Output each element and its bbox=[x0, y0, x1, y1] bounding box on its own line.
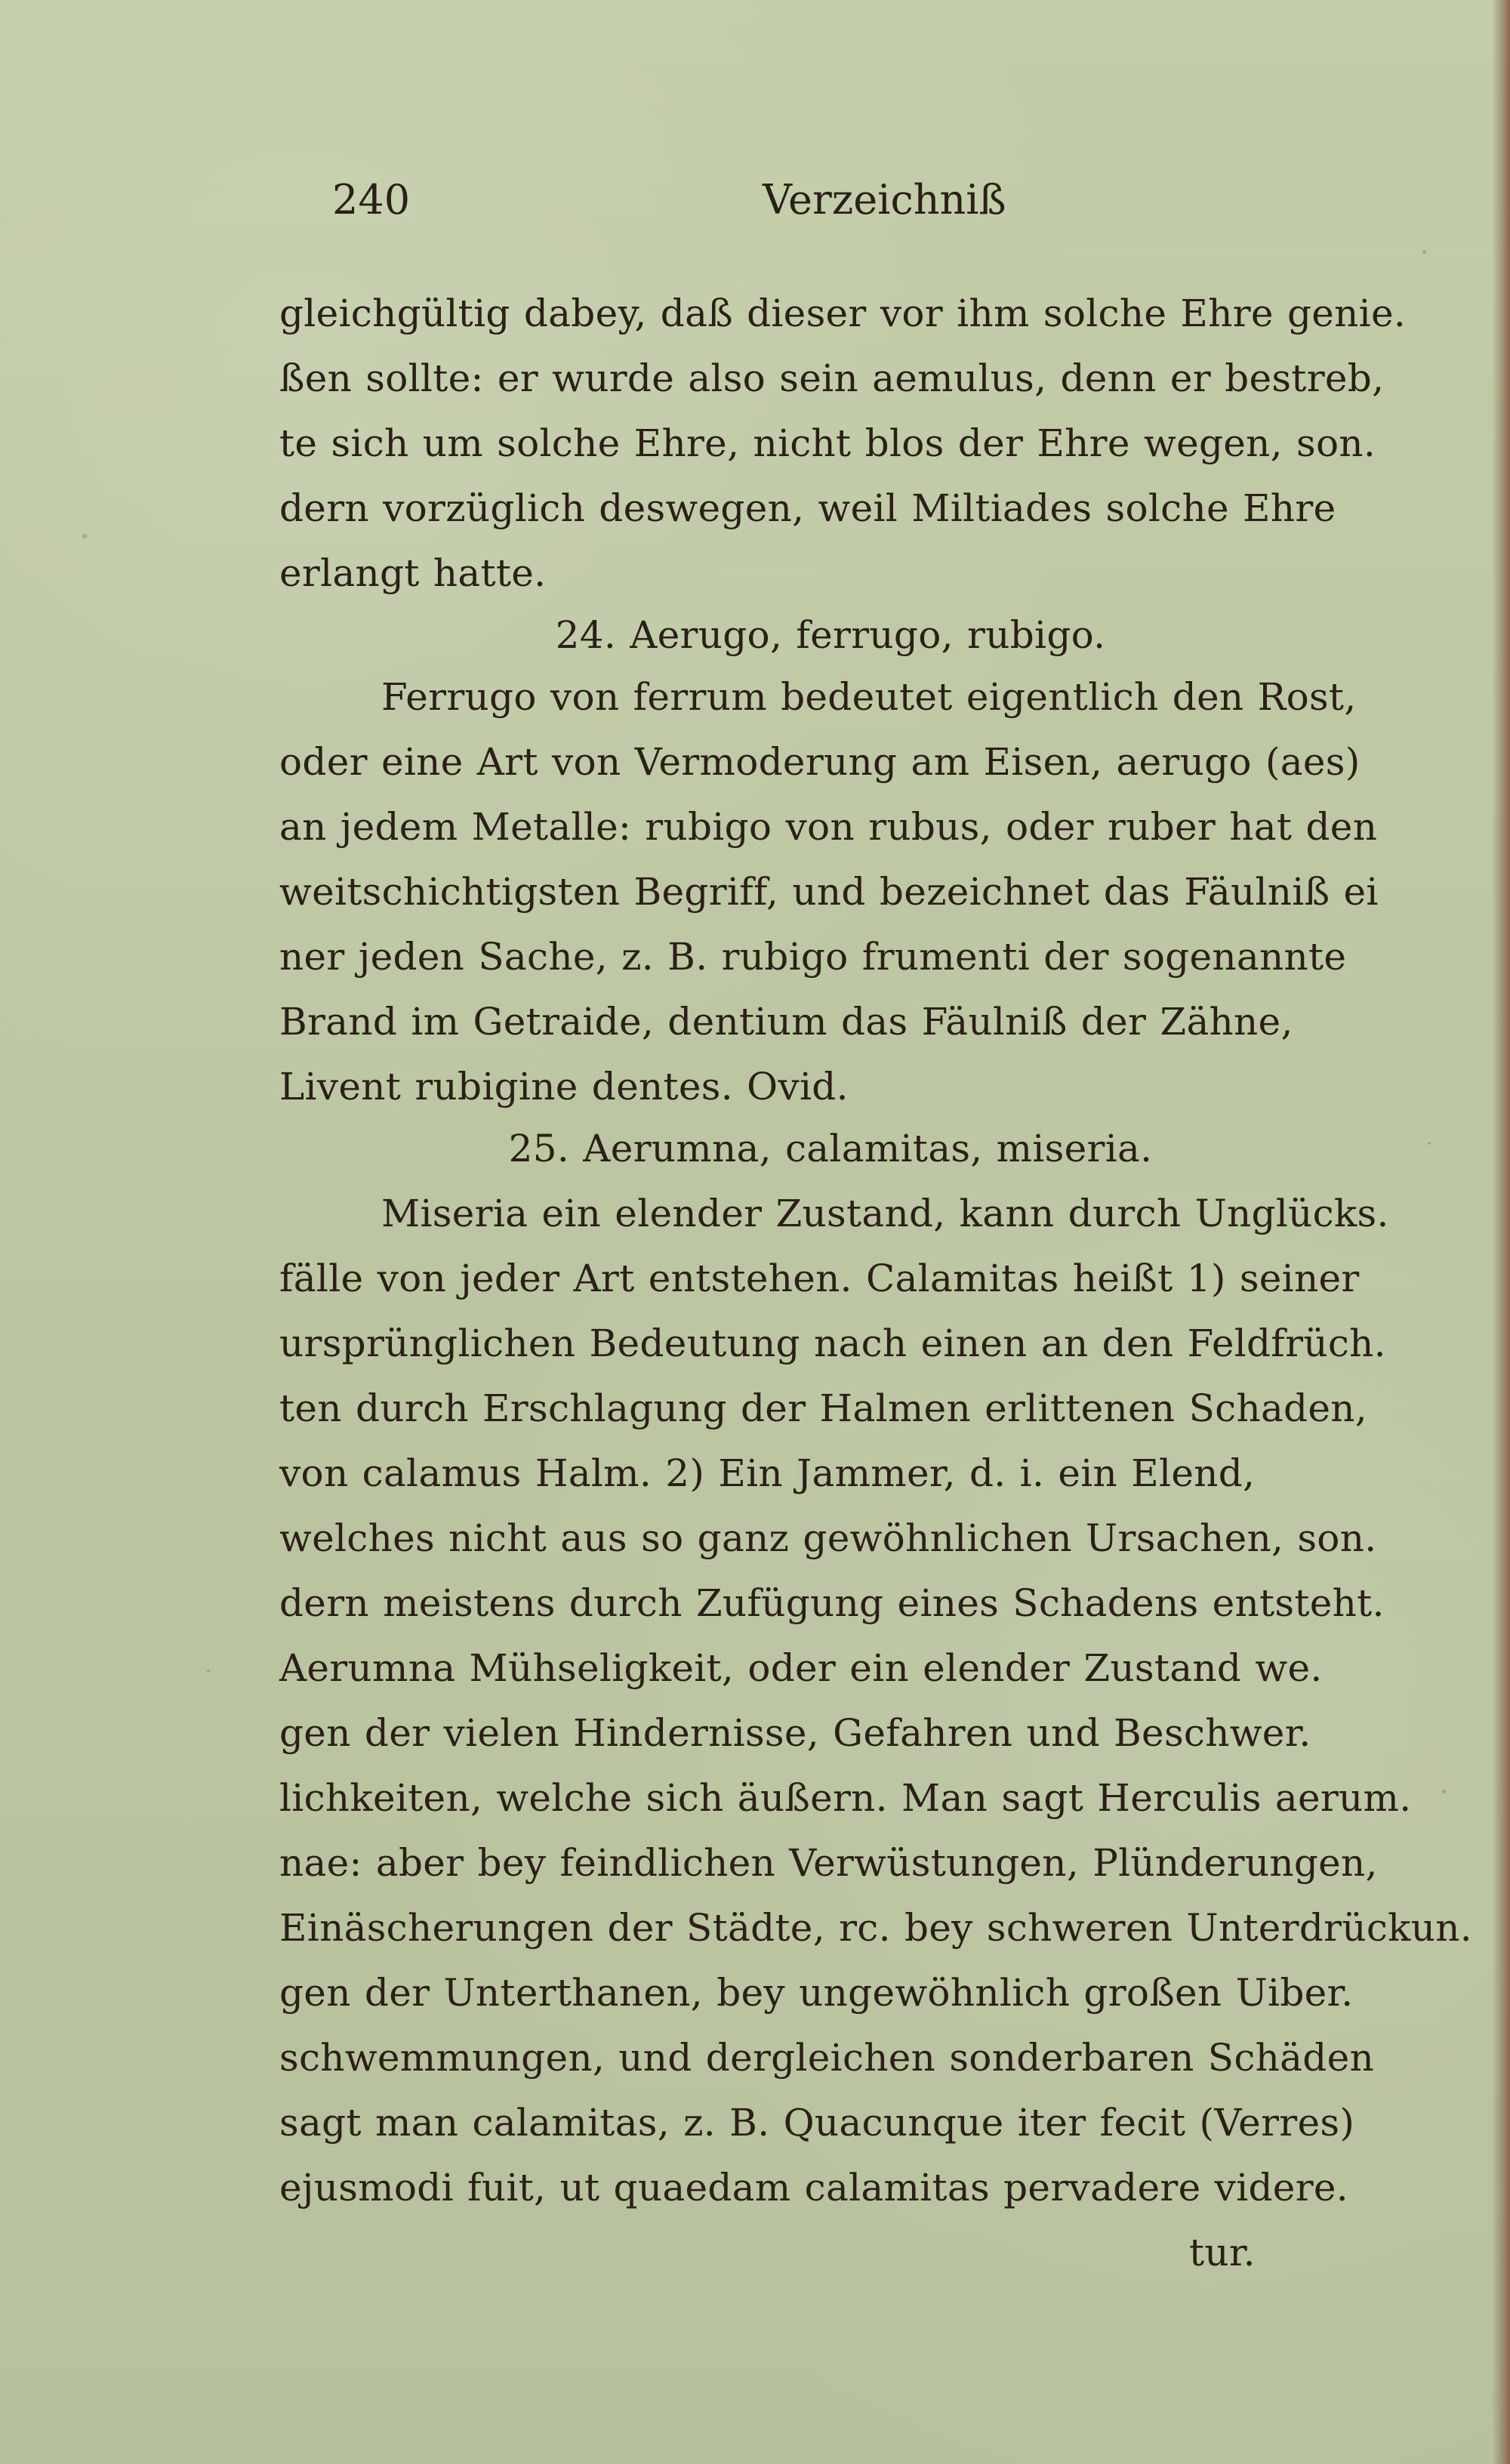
text-line: sagt man calamitas, z. B. Quacunque iter fecit (Verres) bbox=[279, 2101, 1355, 2145]
page-edge bbox=[1492, 0, 1510, 2464]
text-line: gen der Unterthanen, bey ungewöhnlich großen Uiber. bbox=[279, 1971, 1354, 2015]
text-line: Ferrugo von ferrum bedeutet eigentlich den Rost, bbox=[381, 675, 1357, 719]
paper-speck bbox=[1422, 250, 1426, 254]
text-line: welches nicht aus so ganz gewöhnlichen Ursachen, son. bbox=[279, 1516, 1377, 1560]
text-line: Miseria ein elender Zustand, kann durch Unglücks. bbox=[381, 1192, 1389, 1235]
text-line: an jedem Metalle: rubigo von rubus, oder ruber hat den bbox=[279, 805, 1378, 849]
text-line: dern vorzüglich deswegen, weil Miltiades solche Ehre bbox=[279, 486, 1336, 530]
text-line: tur. bbox=[1189, 2231, 1256, 2274]
section-heading: 25. Aerumna, calamitas, miseria. bbox=[508, 1127, 1153, 1170]
text-line: weitschichtigsten Begriff, und bezeichnet das Fäulniß ei bbox=[279, 870, 1379, 914]
text-line: ten durch Erschlagung der Halmen erlittenen Schaden, bbox=[279, 1386, 1367, 1430]
text-line: fälle von jeder Art entstehen. Calamitas heißt 1) seiner bbox=[279, 1257, 1360, 1300]
text-line: gen der vielen Hindernisse, Gefahren und Beschwer. bbox=[279, 1711, 1311, 1755]
text-line: dern meistens durch Zufügung eines Schadens entsteht. bbox=[279, 1581, 1385, 1625]
text-line: schwemmungen, und dergleichen sonderbaren Schäden bbox=[279, 2036, 1374, 2080]
text-line: ursprünglichen Bedeutung nach einen an den Feldfrüch. bbox=[279, 1321, 1386, 1365]
page-number: 240 bbox=[332, 176, 411, 224]
paper-speck bbox=[207, 1670, 210, 1673]
page-header-title: Verzeichniß bbox=[763, 176, 1006, 224]
text-line: ejusmodi fuit, ut quaedam calamitas pervadere videre. bbox=[279, 2166, 1348, 2210]
text-line: Einäscherungen der Städte, rc. bey schweren Unterdrückun. bbox=[279, 1906, 1472, 1950]
text-line: ßen sollte: er wurde also sein aemulus, denn er bestreb, bbox=[279, 356, 1385, 400]
text-line: von calamus Halm. 2) Ein Jammer, d. i. ein Elend, bbox=[279, 1451, 1256, 1495]
text-line: oder eine Art von Vermoderung am Eisen, aerugo (aes) bbox=[279, 740, 1361, 784]
quotation-line: Livent rubigine dentes. Ovid. bbox=[279, 1065, 849, 1109]
text-line: erlangt hatte. bbox=[279, 551, 547, 595]
text-line: te sich um solche Ehre, nicht blos der Ehre wegen, son. bbox=[279, 421, 1376, 465]
paper-speck bbox=[82, 534, 87, 538]
paper-speck bbox=[1442, 1790, 1446, 1793]
section-heading: 24. Aerugo, ferrugo, rubigo. bbox=[555, 613, 1106, 657]
text-line: lichkeiten, welche sich äußern. Man sagt Herculis aerum. bbox=[279, 1776, 1412, 1820]
text-line: nae: aber bey feindlichen Verwüstungen, Plünderungen, bbox=[279, 1841, 1378, 1885]
text-line: Aerumna Mühseligkeit, oder ein elender Zustand we. bbox=[279, 1646, 1323, 1690]
text-line: gleichgültig dabey, daß dieser vor ihm solche Ehre genie. bbox=[279, 291, 1407, 335]
text-line: Brand im Getraide, dentium das Fäulniß der Zähne, bbox=[279, 1000, 1293, 1044]
paper-speck bbox=[1428, 1142, 1431, 1145]
text-line: ner jeden Sache, z. B. rubigo frumenti der sogenannte bbox=[279, 935, 1347, 979]
